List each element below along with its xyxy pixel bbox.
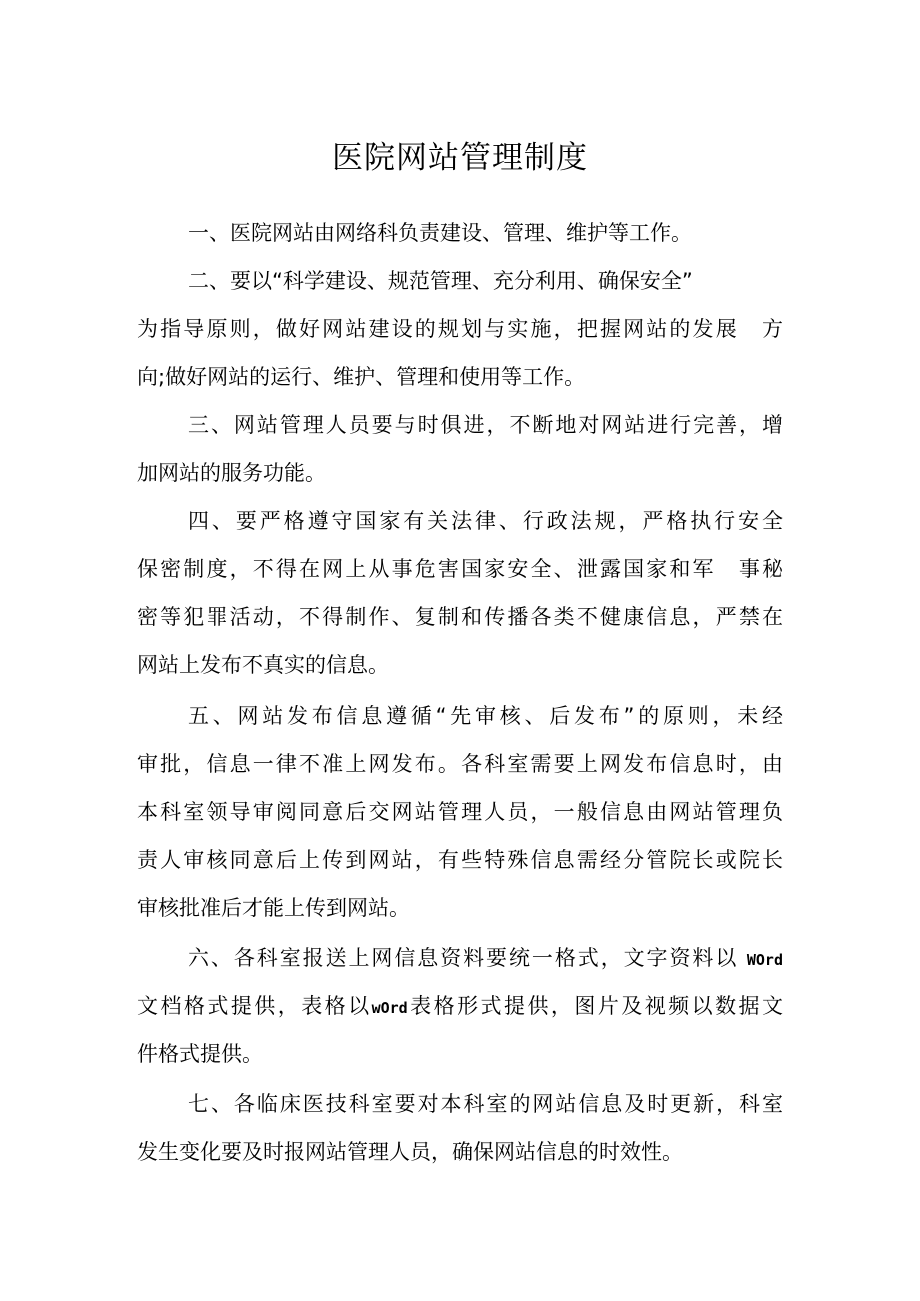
clause-6-line-1 (188, 934, 783, 982)
clause-4-line-3: 密等犯罪活动，不得制作、复制和传播各类不健康信息，严禁在 (137, 605, 783, 629)
clause-6-line-2-text-b: 表格形式提供，图片及视频以数据文 (407, 994, 783, 1018)
clause-6-line-3: 件格式提供。 (137, 1042, 263, 1066)
document-title: 医院网站管理制度 (332, 140, 588, 176)
clause-5-line-1: 五、网站发布信息遵循“先审核、后发布”的原则，未经 (188, 704, 783, 728)
clause-7-line-2: 发生变化要及时报网站管理人员，确保网站信息的时效性。 (137, 1140, 683, 1164)
clause-5-line-3: 本科室领导审阅同意后交网站管理人员，一般信息由网站管理负 (137, 800, 783, 824)
clause-4-line-1: 四、要严格遵守国家有关法律、行政法规，严格执行安全 (188, 509, 783, 533)
clause-6-line-1-text: 六、各科室报送上网信息资料要统一格式，文字资料以 (188, 946, 739, 970)
clause-3-line-1: 三、网站管理人员要与时俱进，不断地对网站进行完善，增 (188, 413, 783, 437)
clause-5-line-5: 审核批准后才能上传到网站。 (137, 896, 410, 920)
clause-6-line-2 (137, 982, 783, 1030)
clause-5-line-4: 责人审核同意后上传到网站，有些特殊信息需经分管院长或院长 (137, 848, 783, 872)
clause-2-line-3: 向;做好网站的运行、维护、管理和使用等工作。 (137, 365, 586, 389)
word-term-inline: wOrd (371, 999, 408, 1017)
clause-2-line-1: 二、要以“科学建设、规范管理、充分利用、确保安全” (188, 269, 693, 293)
clause-5-line-2: 审批，信息一律不准上网发布。各科室需要上网发布信息时，由 (137, 752, 783, 776)
clause-4-line-2: 保密制度，不得在网上从事危害国家安全、泄露国家和军 事秘 (137, 557, 783, 581)
clause-1-line-1: 一、医院网站由网络科负责建设、管理、维护等工作。 (188, 221, 692, 245)
clause-7-line-1: 七、各临床医技科室要对本科室的网站信息及时更新，科室 (188, 1092, 783, 1116)
clause-6-line-2-text-a: 文档格式提供，表格以 (137, 994, 372, 1018)
clause-2-line-2: 为指导原则，做好网站建设的规划与实施，把握网站的发展 方 (137, 317, 783, 341)
clause-4-line-4: 网站上发布不真实的信息。 (137, 653, 389, 677)
clause-3-line-2: 加网站的服务功能。 (137, 461, 326, 485)
word-term: WOrd (746, 951, 783, 969)
